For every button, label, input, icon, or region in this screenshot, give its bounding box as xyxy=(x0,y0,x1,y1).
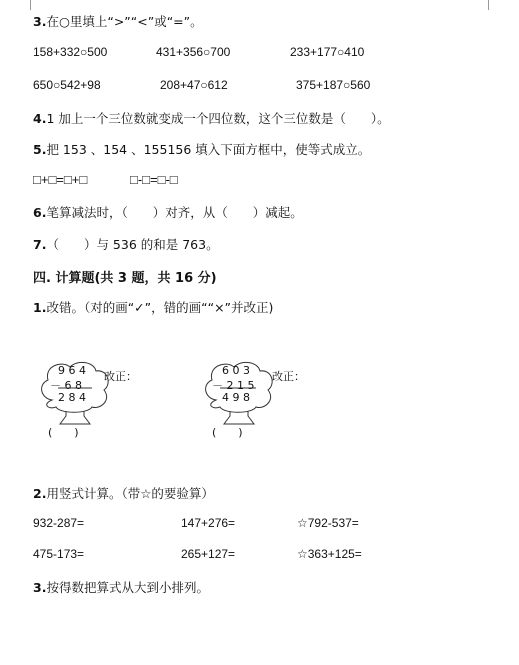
q5-boxes-b: □-□=□-□ xyxy=(130,172,178,187)
q3-r1-c: 233+177○410 xyxy=(290,45,365,59)
tree2-paren: ( ) xyxy=(212,426,243,439)
calc3: 3.按得数把算式从大到小排列。 xyxy=(33,580,209,595)
tree1-res: 2 8 4 xyxy=(58,391,86,404)
tree-figure-2 xyxy=(200,358,335,438)
tree1-top: 9 6 4 xyxy=(58,364,86,377)
tree1-paren: ( ) xyxy=(48,426,79,439)
tree-figure-1 xyxy=(36,358,171,438)
tree1-fix: 改正： xyxy=(104,370,137,383)
q5-boxes-a: □+□=□+□ xyxy=(33,172,88,187)
q5: 5.把 153 、154 、155156 填入下面方框中，使等式成立。 xyxy=(33,142,371,157)
c2-r2-c: ☆363+125= xyxy=(297,547,362,561)
tree1-sub: － 6 8 xyxy=(50,379,82,392)
tree2-sub: － 2 1 5 xyxy=(212,379,255,392)
q3-r2-c: 375+187○560 xyxy=(296,78,371,92)
q7: 7.（ ）与 536 的和是 763。 xyxy=(33,237,219,252)
c2-r2-b: 265+127= xyxy=(181,547,236,561)
c2-r1-a: 932-287= xyxy=(33,516,85,530)
q3-title: 3.在○里填上“>”“<”或“=”。 xyxy=(33,14,203,29)
q4: 4.1 加上一个三位数就变成一个四位数，这个三位数是（ ）。 xyxy=(33,111,390,126)
page-corner-right xyxy=(488,0,499,10)
c2-r1-c: ☆792-537= xyxy=(297,516,359,530)
tree2-fix: 改正： xyxy=(272,370,305,383)
tree2-top: 6 0 3 xyxy=(222,364,250,377)
q3-r1-b: 431+356○700 xyxy=(156,45,231,59)
tree2-res: 4 9 8 xyxy=(222,391,250,404)
q6: 6.笔算减法时，（ ）对齐，从（ ）减起。 xyxy=(33,205,303,220)
q3-r2-a: 650○542+98 xyxy=(33,78,101,92)
section4-title: 四. 计算题(共 3 题，共 16 分) xyxy=(33,271,217,286)
q3-r2-b: 208+47○612 xyxy=(160,78,228,92)
q3-r1-a: 158+332○500 xyxy=(33,45,108,59)
page-corner-left xyxy=(20,0,31,10)
calc1: 1.改错。（对的画“✓”，错的画““×”并改正) xyxy=(33,300,274,315)
c2-r1-b: 147+276= xyxy=(181,516,236,530)
calc2: 2.用竖式计算。（带☆的要验算） xyxy=(33,486,214,501)
c2-r2-a: 475-173= xyxy=(33,547,85,561)
